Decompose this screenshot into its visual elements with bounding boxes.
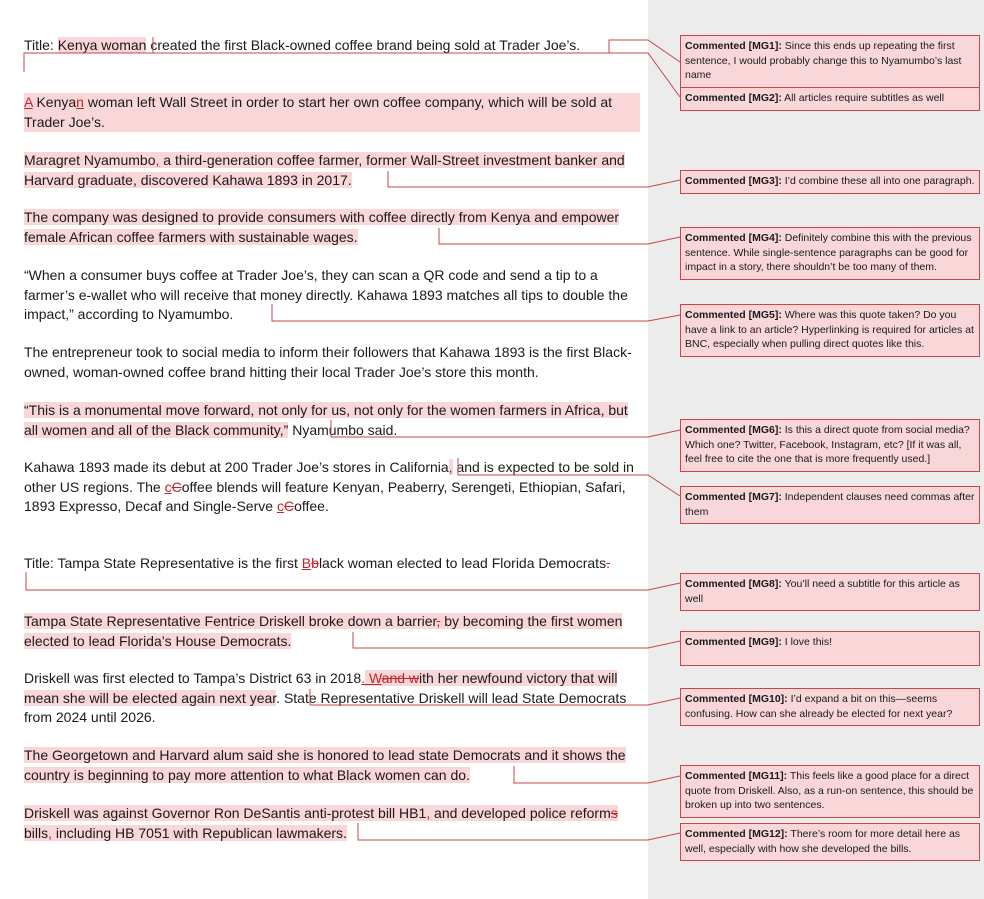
comment-mg10[interactable] — [680, 688, 980, 726]
deletion: C — [171, 478, 182, 495]
comment-text: Definitely combine this with the previous sentence. While single-sentence paragraphs can be good for impact in a story, there shouldn’t be too many of them. — [685, 232, 972, 273]
comment-text: There’s room for more detail here as well, especially with how she developed the bills. — [685, 828, 961, 855]
article2-paragraph-4[interactable] — [24, 804, 640, 843]
text-run: offee blends will feature Kenyan, Peaberry, Serengeti, Ethiopian, Safari, 1893 Expresso, Decaf and Single-Serve — [24, 478, 626, 514]
comment-label: Commented [MG5]: — [685, 309, 782, 321]
article2-title[interactable] — [24, 554, 640, 574]
comment-mg8[interactable] — [680, 573, 980, 611]
comment-label: Commented [MG10]: — [685, 693, 788, 705]
comment-mg7[interactable] — [680, 486, 980, 524]
text-run: The entrepreneur took to social media to inform their followers that Kahawa 1893 is the first Black-owned, woman-owned coffee brand hitting their local Trader Joe’s store this month. — [24, 344, 632, 380]
comment-label: Commented [MG8]: — [685, 578, 782, 590]
comment-text: I love this! — [781, 636, 833, 648]
text-run: and is expected to be sold in other US regions. The — [24, 459, 634, 495]
comment-mg2[interactable] — [680, 87, 980, 111]
insertion: . — [361, 670, 366, 686]
comment-text: I’d combine these all into one paragraph. — [781, 175, 975, 187]
text-run: including HB 7051 with Republican lawmakers. — [52, 824, 347, 841]
insertion: n — [76, 94, 84, 110]
article1-subtitle[interactable] — [24, 93, 640, 132]
article1-paragraph-4[interactable] — [24, 343, 640, 382]
comment-anchor-mg3[interactable] — [24, 152, 625, 188]
deletion: s — [610, 805, 618, 821]
comment-label: Commented [MG2]: — [685, 92, 782, 104]
text-run: ith her newfound victory that will mean she will be elected again next year — [24, 670, 618, 706]
comment-anchor-mg6[interactable]: “This is a monumental move forward, not only for us, not only for the women farmers in Africa, but all women and all of the Black community,” — [24, 402, 628, 438]
text-run: Tampa State Representative Fentrice Driskell broke down a barrier — [24, 613, 437, 629]
comment-label: Commented [MG6]: — [685, 424, 782, 436]
comment-mg1[interactable] — [680, 35, 980, 88]
article1-paragraph-5[interactable] — [24, 401, 640, 440]
insertion: , — [48, 824, 53, 841]
text-run: a third-generation coffee farmer, former Wall-Street investment banker and Harvard graduate, discovered Kahawa 1893 in 2017. — [24, 152, 625, 188]
deletion: . — [606, 555, 610, 571]
text-run: lack woman elected to lead Florida Democrats — [318, 555, 607, 571]
insertion: c — [164, 478, 172, 495]
text-run: Kahawa 1893 made its debut at 200 Trader Joe’s stores in California — [24, 459, 449, 475]
text-run: . State Representative Driskell will lead State Democrats from 2024 until 2026. — [24, 689, 627, 725]
comment-label: Commented [MG3]: — [685, 175, 782, 187]
article1-paragraph-1[interactable] — [24, 151, 640, 190]
text-run: Nyamumbo said. — [288, 421, 398, 438]
text-run: Kenya — [32, 94, 77, 110]
comment-text: I’d expand a bit on this—seems confusing. How can she already be elected for next year? — [685, 693, 953, 720]
deletion: , — [436, 613, 441, 629]
comment-mg11[interactable] — [680, 765, 980, 818]
comment-text: This feels like a good place for a direct quote from Driskell. Also, as a run-on sentence, this should be broken up into two sentences. — [685, 770, 974, 811]
text-run: by becoming the first women elected to lead Florida’s House Democrats. — [24, 613, 623, 649]
deletion: and w — [381, 670, 420, 686]
deletion: C — [283, 498, 295, 514]
comment-mg12[interactable] — [680, 823, 980, 861]
comment-mg5[interactable] — [680, 304, 980, 357]
text-run: Driskell was against Governor Ron DeSantis anti-protest bill HB1 — [24, 805, 427, 821]
comment-anchor-mg12[interactable] — [24, 805, 618, 841]
insertion: , — [155, 152, 160, 168]
comment-label: Commented [MG4]: — [685, 232, 782, 244]
text-run: woman left Wall Street in order to start her own coffee company, which will be sold at Trader Joe’s. — [24, 94, 613, 130]
deletion: b — [311, 555, 319, 571]
comment-text: Since this ends up repeating the first sentence, I would probably change this to Nyamumbo’s last name — [685, 40, 962, 81]
article1-title[interactable] — [24, 36, 640, 56]
comment-label: Commented [MG12]: — [685, 828, 788, 840]
comment-text: You’ll need a subtitle for this article as well — [685, 578, 960, 605]
comment-anchor-mg5[interactable]: ,” according to Nyamumbo. — [65, 306, 234, 322]
article1-paragraph-2[interactable] — [24, 208, 640, 247]
comment-anchor-mg9[interactable] — [24, 613, 622, 649]
article2-paragraph-2[interactable] — [24, 669, 640, 728]
insertion: W — [365, 670, 382, 686]
insertion: , — [426, 805, 431, 821]
insertion: B — [301, 555, 312, 571]
article2-paragraph-1[interactable] — [24, 612, 640, 651]
comment-anchor-mg11[interactable]: The Georgetown and Harvard alum said she is honored to lead state Democrats and it shows the country is beginning to pay more attention to what Black women can do. — [24, 747, 626, 783]
text-run: offee. — [294, 498, 329, 514]
comment-label: Commented [MG9]: — [685, 636, 782, 648]
article1-paragraph-3[interactable] — [24, 266, 640, 325]
comment-mg4[interactable] — [680, 227, 980, 280]
comment-mg9[interactable] — [680, 631, 980, 666]
title-prefix: Title: — [24, 37, 58, 53]
text-run: Title: Tampa State Representative is the first — [24, 555, 302, 571]
comment-anchor-mg4[interactable]: The company was designed to provide consumers with coffee directly from Kenya and empower female African coffee farmers with sustainable wages. — [24, 209, 620, 245]
comment-anchor-mg7[interactable]: , — [448, 459, 453, 475]
comment-mg6[interactable] — [680, 419, 980, 472]
text-run: Driskell was first elected to Tampa’s District 63 in 2018 — [24, 670, 362, 686]
article2-paragraph-3[interactable] — [24, 746, 640, 785]
insertion: A — [24, 94, 33, 110]
comment-label: Commented [MG11]: — [685, 770, 788, 782]
comment-label: Commented [MG7]: — [685, 491, 782, 503]
insertion: c — [276, 498, 284, 514]
text-run: bills — [24, 824, 49, 841]
text-run: “When a consumer buys coffee at Trader Joe’s, they can scan a QR code and send a tip to a farmer’s e-wallet who will receive that money directly. Kahawa 1893 matches all tips to double the impact — [24, 267, 628, 322]
article1-paragraph-6[interactable] — [24, 458, 640, 517]
comment-text: Is this a direct quote from social media? Which one? Twitter, Facebook, Instagram, etc? [If it was all, feel free to cite the one that is more frequently used.] — [685, 424, 970, 465]
comment-label: Commented [MG1]: — [685, 40, 782, 52]
title-text: created the first Black-owned coffee brand being sold at Trader Joe’s. — [146, 37, 581, 53]
comment-text: All articles require subtitles as well — [781, 92, 945, 104]
comment-text: Independent clauses need commas after them — [685, 491, 975, 518]
comment-anchor-mg1[interactable]: Kenya woman — [57, 37, 147, 53]
text-run: and developed police reform — [430, 805, 611, 821]
text-run: Maragret Nyamumbo — [24, 152, 156, 168]
comment-text: Where was this quote taken? Do you have a link to an article? Hyperlinking is required for articles at BNC, especially when pulling direct quotes like this. — [685, 309, 974, 350]
comment-mg3[interactable] — [680, 170, 980, 194]
